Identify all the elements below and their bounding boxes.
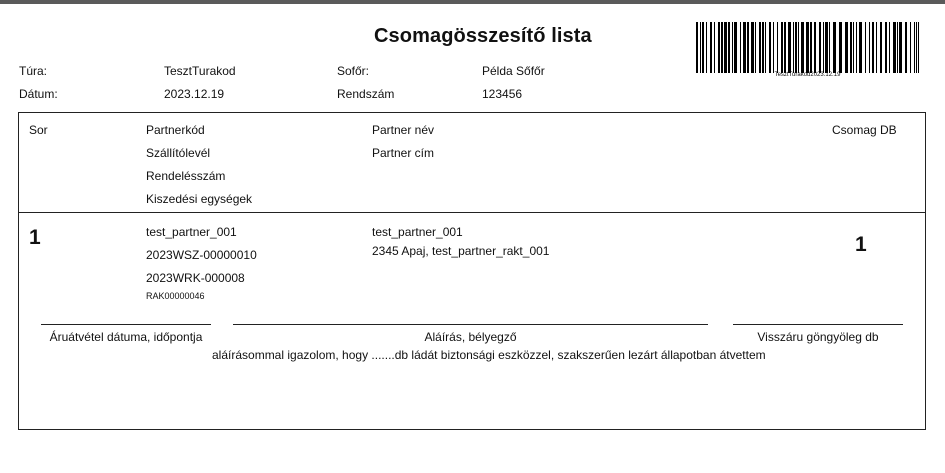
signature-line-sign xyxy=(233,324,708,325)
row-csomag-db: 1 xyxy=(855,233,867,256)
window-top-bar xyxy=(0,0,945,4)
sofor-value: Példa Sőfőr xyxy=(482,64,545,78)
tura-label: Túra: xyxy=(19,64,48,78)
row-kiszedesi: RAK00000046 xyxy=(146,291,205,301)
signature-line-date xyxy=(41,324,211,325)
row-partnerkod: test_partner_001 xyxy=(146,225,237,239)
col-header-rendelesszam: Rendelésszám xyxy=(146,169,226,183)
arumatvetel-label: Áruátvétel dátuma, időpontja xyxy=(49,330,203,344)
sofor-label: Sofőr: xyxy=(337,64,370,78)
page-title: Csomagösszesítő lista xyxy=(374,25,592,47)
col-header-szallitolevel: Szállítólevél xyxy=(146,146,211,160)
datum-label: Dátum: xyxy=(19,87,58,101)
col-header-partner-cim: Partner cím xyxy=(372,146,435,160)
datum-value: 2023.12.19 xyxy=(164,87,225,101)
row-rendelesszam: 2023WRK-000008 xyxy=(146,271,245,285)
col-header-partnerkod: Partnerkód xyxy=(146,123,205,137)
statement-text: aláírásommal igazolom, hogy .......db ládát biztonsági eszközzel, szakszerűen lezárt állapotban átvettem xyxy=(212,348,766,362)
col-header-kiszedesi: Kiszedési egységek xyxy=(146,192,253,206)
col-header-partner-nev: Partner név xyxy=(372,123,435,137)
rendszam-label: Rendszám xyxy=(337,87,395,101)
col-header-csomag-db: Csomag DB xyxy=(832,123,897,137)
rendszam-value: 123456 xyxy=(482,87,523,101)
signature-line-return xyxy=(733,324,903,325)
barcode-caption: TesztTurakod2023.12.19 xyxy=(774,72,841,78)
col-header-sor: Sor xyxy=(29,123,48,137)
alairas-label: Aláírás, bélyegző xyxy=(424,330,517,344)
visszaru-label: Visszáru göngyöleg db xyxy=(757,330,879,344)
row-partner-cim: 2345 Apaj, test_partner_rakt_001 xyxy=(372,244,550,258)
row-partner-nev: test_partner_001 xyxy=(372,225,463,239)
row-sor: 1 xyxy=(29,226,41,249)
table-header-separator xyxy=(18,212,926,213)
row-szallitolevel: 2023WSZ-00000010 xyxy=(146,248,257,262)
tura-value: TesztTurakod xyxy=(164,64,236,78)
barcode-image xyxy=(696,22,919,73)
